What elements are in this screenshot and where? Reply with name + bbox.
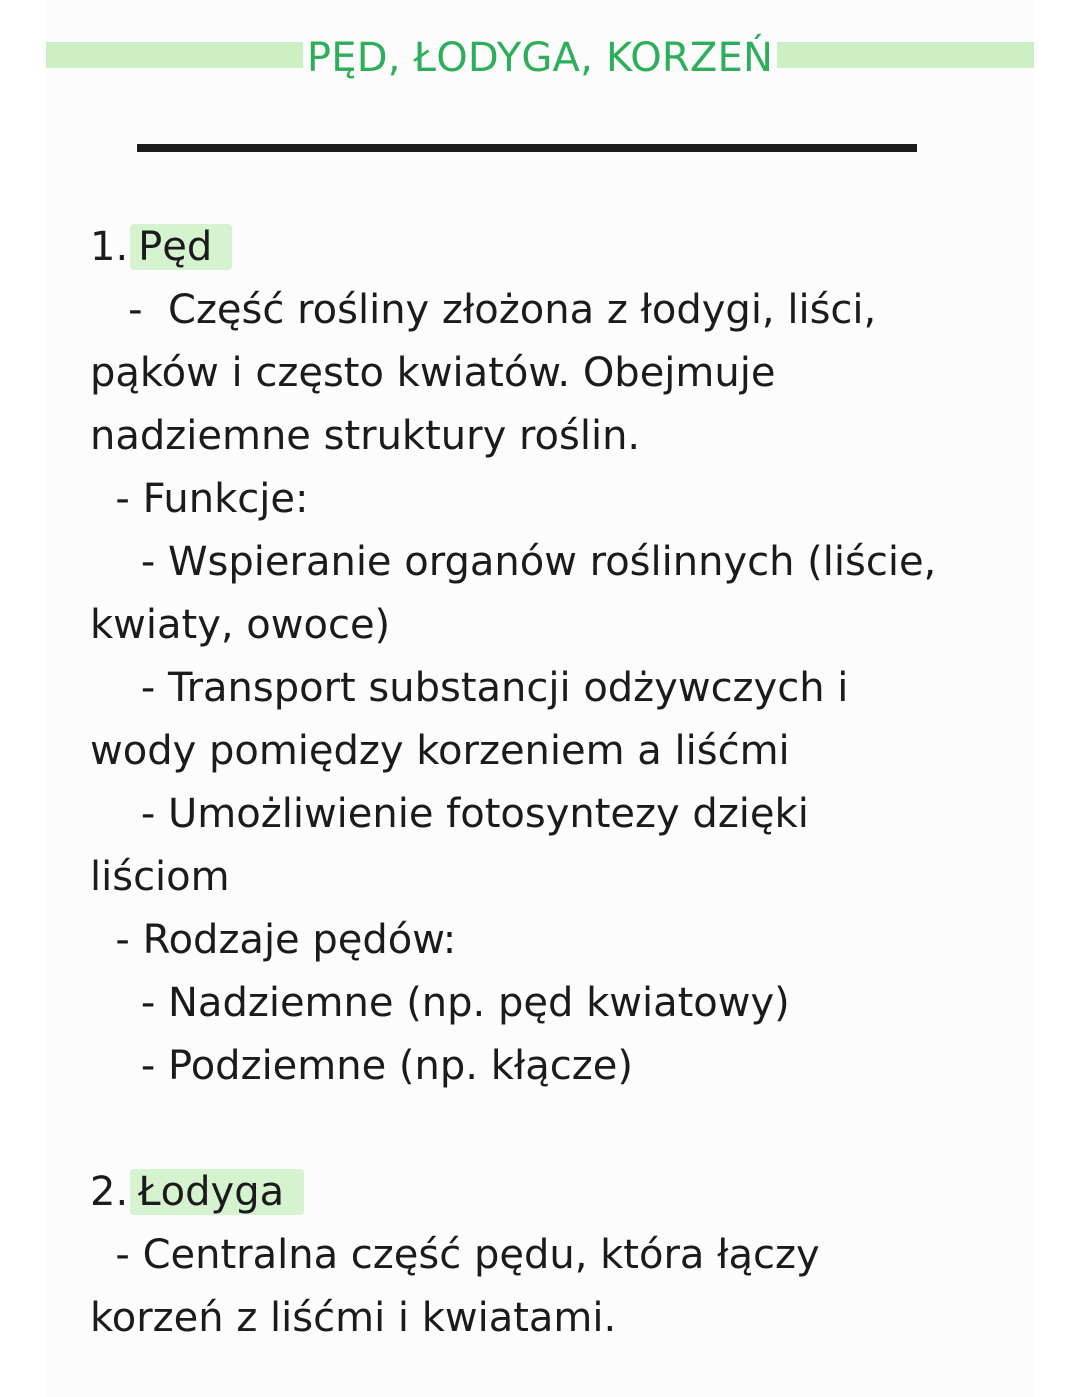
section-heading-text: Pęd bbox=[130, 224, 232, 270]
page-title bbox=[0, 30, 1080, 86]
paragraph-spacer bbox=[90, 1098, 990, 1161]
page-title-text: PĘD, ŁODYGA, KORZEŃ bbox=[303, 35, 777, 81]
text-line: pąków i często kwiatów. Obejmuje bbox=[90, 350, 776, 396]
section-heading-text: Łodyga bbox=[130, 1169, 304, 1215]
document-body bbox=[90, 216, 990, 1350]
text-line: - Podziemne (np. kłącze) bbox=[90, 1043, 633, 1089]
text-line: - Funkcje: bbox=[90, 476, 309, 522]
text-line: kwiaty, owoce) bbox=[90, 602, 391, 648]
text-line: liściom bbox=[90, 854, 230, 900]
text-line: nadziemne struktury roślin. bbox=[90, 413, 641, 459]
text-line: wody pomiędzy korzeniem a liśćmi bbox=[90, 728, 790, 774]
text-line: - Wspieranie organów roślinnych (liście, bbox=[90, 539, 937, 585]
text-line: - Transport substancji odżywczych i bbox=[90, 665, 849, 711]
text-line: - Część rośliny złożona z łodygi, liści, bbox=[90, 287, 877, 333]
title-underline-divider bbox=[137, 144, 917, 152]
section-number: 1. bbox=[90, 224, 129, 270]
section-heading-1 bbox=[90, 216, 990, 279]
section-heading-2 bbox=[90, 1161, 990, 1224]
text-line: - Rodzaje pędów: bbox=[90, 917, 457, 963]
text-line: korzeń z liśćmi i kwiatami. bbox=[90, 1295, 617, 1341]
section-number: 2. bbox=[90, 1169, 129, 1215]
text-line: - Umożliwienie fotosyntezy dzięki bbox=[90, 791, 809, 837]
text-line: - Centralna część pędu, która łączy bbox=[90, 1232, 820, 1278]
text-line: - Nadziemne (np. pęd kwiatowy) bbox=[90, 980, 790, 1026]
